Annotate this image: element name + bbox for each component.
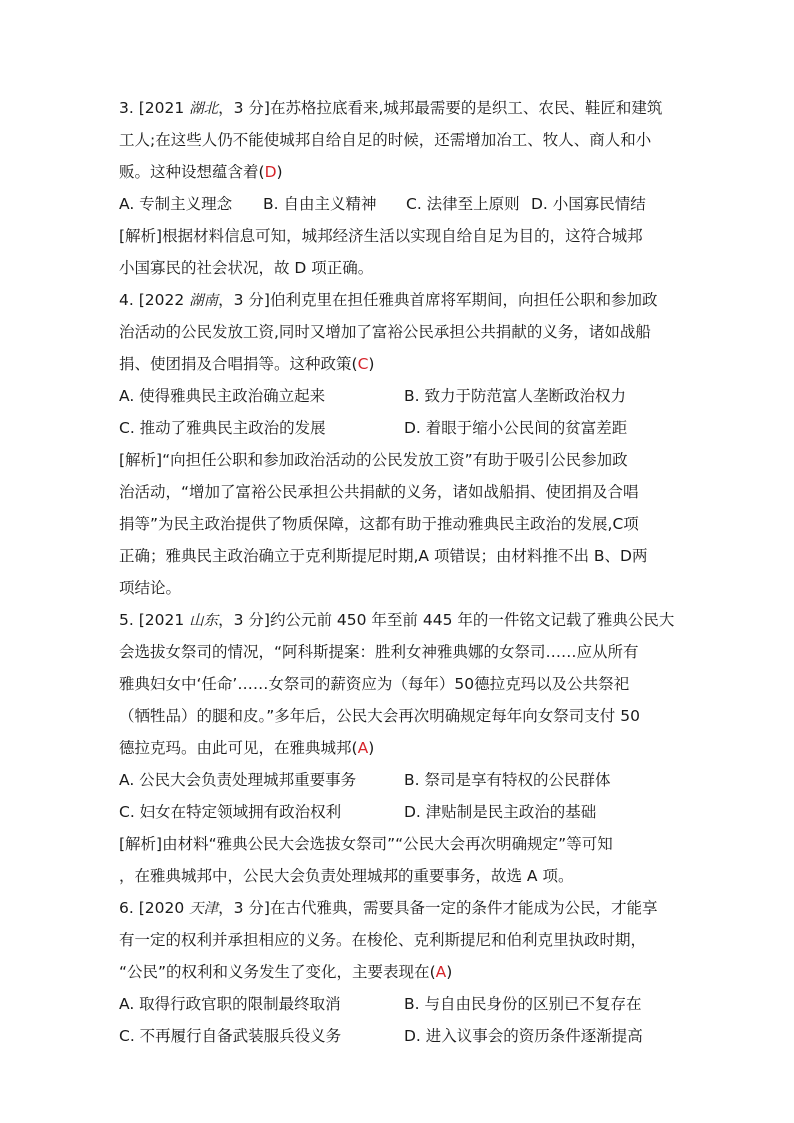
q3-option-d: D. 小国寡民情结: [531, 195, 646, 213]
q6-option-a: A. 取得行政官职的限制最终取消: [119, 995, 341, 1013]
q6-options-ab: [119, 988, 671, 1020]
q5-analysis-line1: [解析]由材料“雅典公民大会选拔女祭司”“公民大会再次明确规定”等可知: [119, 835, 613, 853]
q6-stem-line3: “公民”的权利和义务发生了变化，主要表现在(A): [119, 963, 453, 981]
q4-analysis-line3: 捐等”为民主政治提供了物质保障，这都有助于推动雅典民主政治的发展,C项: [119, 515, 639, 533]
q5-stem-line2: 会选拔女祭司的情况，“阿科斯提案：胜利女神雅典娜的女祭司……应从所有: [119, 643, 639, 661]
q3-stem-line3: 贩。这种设想蕴含着(D): [119, 163, 283, 181]
q4-stem-line1: 4. [2022 湖南，3 分]伯利克里在担任雅典首席将军期间，向担任公职和参加政: [119, 291, 658, 309]
q5-stem-line4: （牺牲品）的腿和皮。”多年后，公民大会再次明确规定每年向女祭司支付 50: [119, 707, 640, 725]
q3-stem-line2: 工人;在这些人仍不能使城邦自给自足的时候，还需增加冶工、牧人、商人和小: [119, 131, 652, 149]
q3-analysis-line2: 小国寡民的社会状况，故 D 项正确。: [119, 259, 374, 277]
q4-option-a: A. 使得雅典民主政治确立起来: [119, 387, 326, 405]
q5-stem-line1: 5. [2021 山东，3 分]约公元前 450 年至前 445 年的一件铭文记载了雅典公民大: [119, 611, 675, 629]
q4-option-b: B. 致力于防范富人垄断政治权力: [404, 387, 626, 405]
q3-options: [119, 188, 671, 220]
q5-option-d: D. 津贴制是民主政治的基础: [404, 803, 597, 821]
q6-answer: A: [435, 963, 447, 981]
q5-option-c: C. 妇女在特定领域拥有政治权利: [119, 803, 342, 821]
question-list: [119, 92, 675, 1052]
q3-option-a: A. 专制主义理念: [119, 195, 233, 213]
q5-stem-line3: 雅典妇女中‘任命’……女祭司的薪资应为（每年）50德拉克玛以及公共祭祀: [119, 675, 630, 693]
q4-options-ab: [119, 380, 671, 412]
q4-analysis-line5: 项结论。: [119, 579, 182, 597]
q4-stem-line3: 捐、使团捐及合唱捐等。这种政策(C): [119, 355, 375, 373]
q6-stem-line2: 有一定的权利并承担相应的义务。在梭伦、克利斯提尼和伯利克里执政时期，: [119, 931, 647, 949]
q4-answer: C: [357, 355, 369, 373]
q4-analysis-line2: 治活动，“增加了富裕公民承担公共捐献的义务，诸如战船捐、使团捐及合唱: [119, 483, 639, 501]
q4-stem-line2: 治活动的公民发放工资,同时又增加了富裕公民承担公共捐献的义务，诸如战船: [119, 323, 651, 341]
q3-option-b: B. 自由主义精神: [263, 195, 377, 213]
q6-option-c: C. 不再履行自备武装服兵役义务: [119, 1027, 342, 1045]
q3-stem-line1: 3. [2021 湖北，3 分]在苏格拉底看来,城邦最需要的是织工、农民、鞋匠和建筑: [119, 99, 663, 117]
q6-stem-line1: 6. [2020 天津，3 分]在古代雅典，需要具备一定的条件才能成为公民，才能享: [119, 899, 658, 917]
q4-option-d: D. 着眼于缩小公民间的贫富差距: [404, 419, 628, 437]
q5-options-ab: [119, 764, 671, 796]
q5-analysis-line2: ，在雅典城邦中，公民大会负责处理城邦的重要事务，故选 A 项。: [119, 867, 574, 885]
q5-options-cd: [119, 796, 671, 828]
q6-option-d: D. 进入议事会的资历条件逐渐提高: [404, 1027, 643, 1045]
q4-option-c: C. 推动了雅典民主政治的发展: [119, 419, 326, 437]
q4-options-cd: [119, 412, 671, 444]
q5-option-b: B. 祭司是享有特权的公民群体: [404, 771, 611, 789]
q5-answer: A: [357, 739, 369, 757]
q3-answer: D: [264, 163, 277, 181]
q6-options-cd: [119, 1020, 671, 1052]
q3-analysis-line1: [解析]根据材料信息可知，城邦经济生活以实现自给自足为目的，这符合城邦: [119, 227, 643, 245]
q6-option-b: B. 与自由民身份的区别已不复存在: [404, 995, 642, 1013]
q4-analysis-line4: 正确；雅典民主政治确立于克利斯提尼时期,A 项错误；由材料推不出 B、D两: [119, 547, 648, 565]
q5-option-a: A. 公民大会负责处理城邦重要事务: [119, 771, 357, 789]
q5-stem-line5: 德拉克玛。由此可见，在雅典城邦(A): [119, 739, 375, 757]
q3-option-c: C. 法律至上原则: [406, 195, 520, 213]
q4-analysis-line1: [解析]“向担任公职和参加政治活动的公民发放工资”有助于吸引公民参加政: [119, 451, 628, 469]
